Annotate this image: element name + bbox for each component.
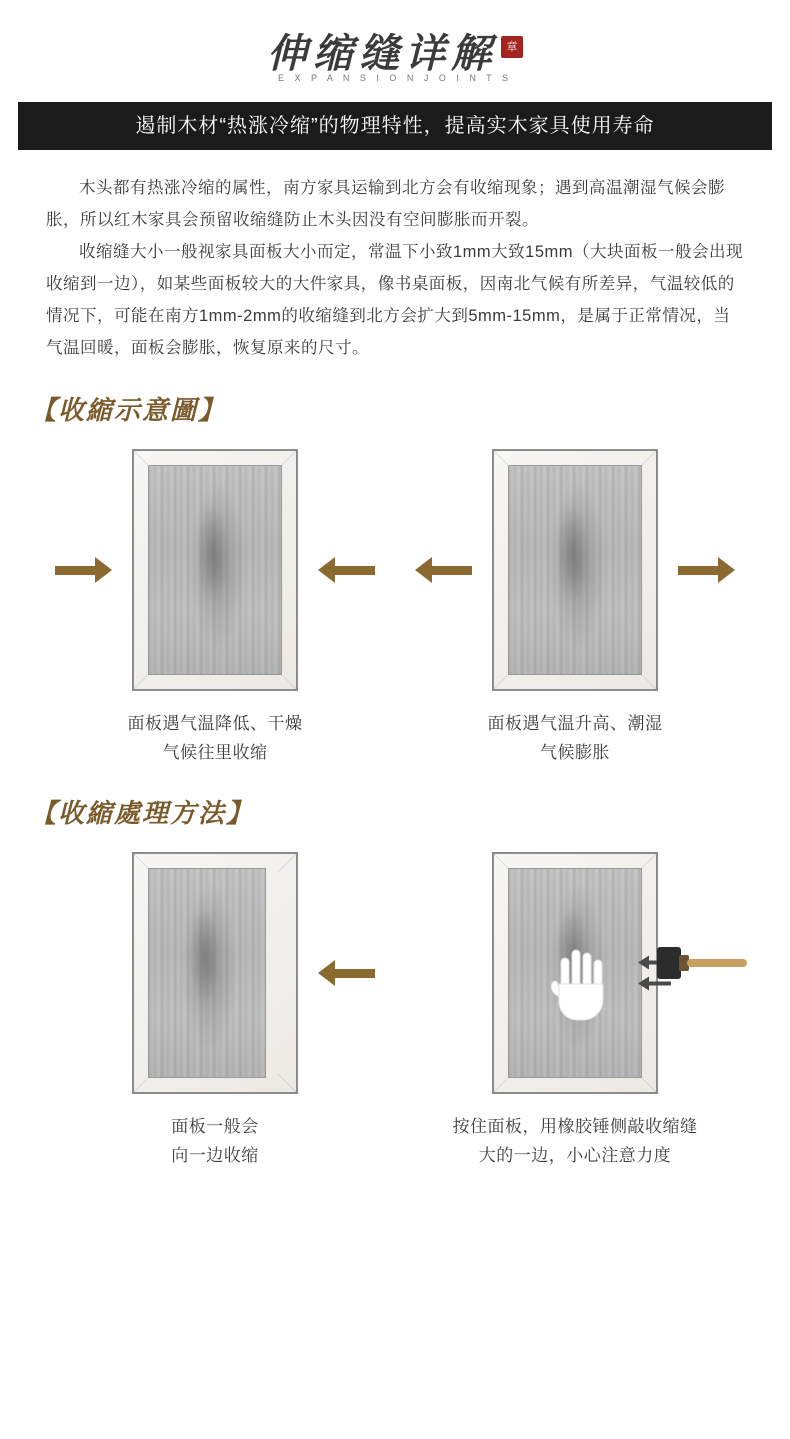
- wood-frame: [132, 449, 298, 691]
- arrow-left-icon: [415, 557, 472, 583]
- caption-line-1: 面板一般会: [171, 1117, 259, 1136]
- panel-stage: [45, 445, 385, 695]
- banner-strip: 遏制木材“热涨冷缩”的物理特性，提高实木家具使用寿命: [18, 102, 772, 150]
- panel-stage: [45, 848, 385, 1098]
- diagram-cell-one-side: [35, 848, 395, 1170]
- caption-line-2: 向一边收缩: [171, 1146, 259, 1165]
- arrow-left-icon: [318, 960, 375, 986]
- intro-paragraph-2: 收缩缝大小一般视家具面板大小而定，常温下小致1mm大致15mm（大块面板一般会出现收缩到一边），如某些面板较大的大件家具，像书桌面板，因南北气候有所差异，气温较低的情况下，可能在南方1mm-2mm的收缩缝到北方会扩大到5mm-15mm，是属于正常情况，当气温回暖，面板会膨胀，恢复原来的尺寸。: [46, 243, 744, 357]
- caption-line-2: 气候膨胀: [540, 743, 610, 762]
- panel-stage: [405, 848, 745, 1098]
- section-heading-method: 【收縮處理方法】: [30, 799, 255, 828]
- intro-text: [46, 172, 744, 364]
- diagram-row-method: [0, 848, 790, 1170]
- arrow-left-icon: [318, 557, 375, 583]
- caption-line-1: 面板遇气温升高、潮湿: [487, 714, 663, 733]
- intro-paragraph-1: 木头都有热涨冷缩的属性，南方家具运输到北方会有收缩现象；遇到高温潮湿气候会膨胀，所以红木家具会预留收缩缝防止木头因没有空间膨胀而开裂。: [46, 179, 725, 229]
- wood-frame: [492, 449, 658, 691]
- section-heading-diagram: 【收縮示意圖】: [30, 396, 227, 425]
- diagram-cell-shrink: [35, 445, 395, 767]
- caption-line-1: 按住面板，用橡胶锤侧敲收缩缝: [452, 1117, 698, 1136]
- diagram-cell-mallet: [395, 848, 755, 1170]
- caption-line-2: 大的一边，小心注意力度: [478, 1146, 672, 1165]
- caption-line-1: 面板遇气温降低、干燥: [127, 714, 303, 733]
- diagram-caption: [488, 709, 663, 767]
- diagram-caption: [171, 1112, 259, 1170]
- diagram-caption: [128, 709, 303, 767]
- arrow-right-icon: [55, 557, 112, 583]
- page-title: 伸缩缝详解: [267, 31, 497, 76]
- hand-icon: [551, 944, 613, 1022]
- rubber-mallet-icon: [653, 935, 749, 991]
- diagram-cell-expand: [395, 445, 755, 767]
- wood-panel: [148, 465, 282, 675]
- diagram-caption: [453, 1112, 698, 1170]
- panel-stage: [405, 445, 745, 695]
- wood-frame: [132, 852, 298, 1094]
- page-header: [0, 0, 790, 88]
- seal-icon: 章: [501, 36, 523, 58]
- caption-line-2: 气候往里收缩: [162, 743, 268, 762]
- wood-panel-shrunk: [148, 868, 266, 1078]
- diagram-row-shrink-expand: [0, 445, 790, 767]
- page-subtitle: E X P A N S I O N J O I N T S: [277, 73, 513, 83]
- arrow-right-icon: [678, 557, 735, 583]
- wood-panel: [508, 465, 642, 675]
